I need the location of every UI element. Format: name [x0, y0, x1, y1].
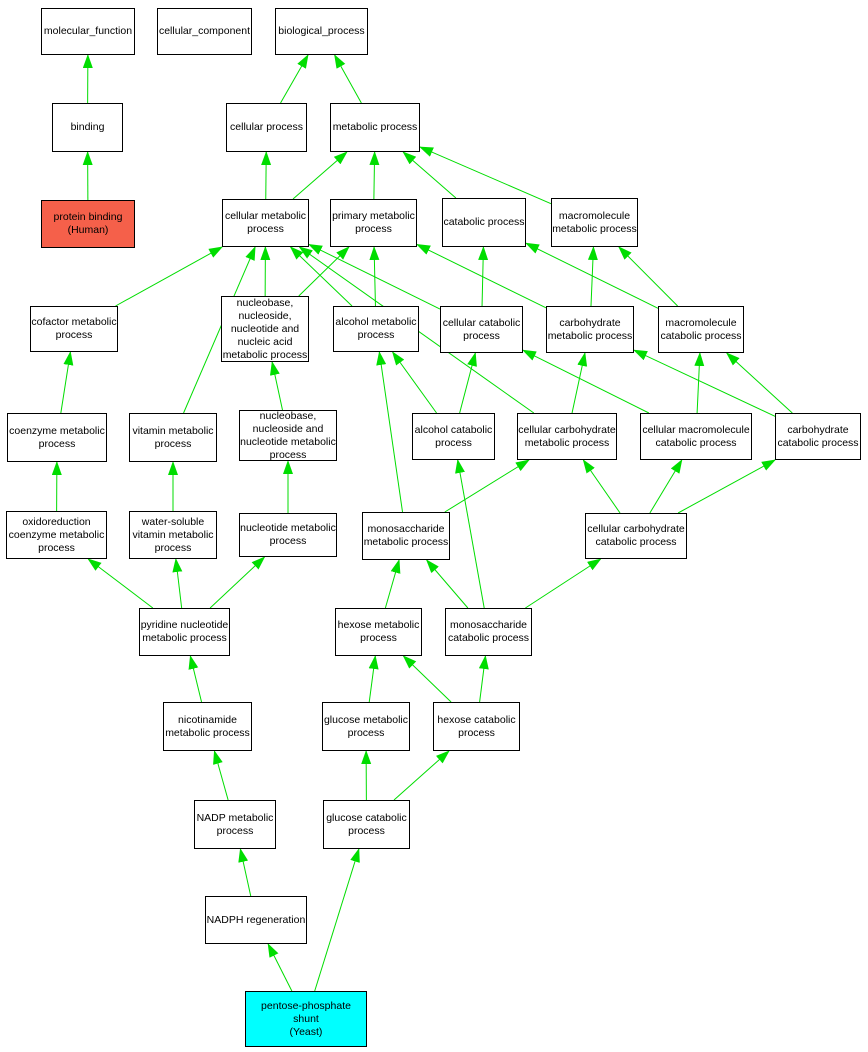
go-term-label-line: monosaccharide — [449, 619, 528, 631]
isa-edge-pentose_phosphate_shunt_yeast--glucose_catabolic_process — [315, 849, 359, 991]
go-term-node-pyridine_nucleotide_metabolic_process[interactable] — [139, 608, 230, 656]
go-term-node-pentose_phosphate_shunt_yeast[interactable] — [245, 991, 367, 1047]
go-term-label-line: process — [216, 824, 254, 837]
go-term-label-line: water-soluble — [141, 515, 205, 528]
go-term-label-line: nucleic acid — [237, 335, 293, 348]
go-term-label-line: catabolic process — [777, 436, 859, 449]
go-term-label-line: process — [458, 726, 495, 739]
go-term-label-line: process — [360, 632, 397, 644]
isa-edge-cellular_carbohydrate_catabolic_process--cellular_macromolecule_catabolic_process — [650, 460, 682, 513]
go-term-label-line: process — [38, 541, 75, 554]
go-term-node-coenzyme_metabolic_process[interactable] — [7, 413, 107, 462]
go-term-node-cellular_component[interactable] — [157, 8, 252, 55]
go-term-label-line: metabolic process — [547, 329, 633, 342]
isa-edge-monosaccharide_catabolic_process--cellular_carbohydrate_catabolic_process — [525, 559, 600, 608]
go-term-label-line: biological_process — [278, 25, 365, 37]
go-term-node-glucose_metabolic_process[interactable] — [322, 702, 410, 751]
isa-edge-pentose_phosphate_shunt_yeast--nadph_regeneration — [268, 944, 292, 991]
go-term-node-water_soluble_vitamin_metabolic_process[interactable] — [129, 511, 217, 559]
go-term-label-line: process — [357, 329, 395, 341]
go-term-label-line: cellular macromolecule — [642, 423, 750, 436]
go-term-label-line: nucleotide and — [230, 322, 300, 335]
isa-edge-pyridine_nucleotide_metabolic_process--oxidoreduction_coenzyme_metabolic_process — [88, 559, 153, 608]
go-term-label-line: nucleobase, — [259, 410, 317, 422]
go-term-label-line: NADPH regeneration — [206, 913, 306, 926]
isa-edge-carbohydrate_metabolic_process--primary_metabolic_process — [417, 244, 546, 307]
go-term-label-line: process — [269, 448, 307, 461]
isa-edge-pyridine_nucleotide_metabolic_process--water_soluble_vitamin_metabolic_process — [176, 559, 182, 608]
go-term-node-monosaccharide_metabolic_process[interactable] — [362, 512, 450, 560]
go-term-label-line: process — [348, 824, 385, 837]
go-term-node-cellular_catabolic_process[interactable] — [440, 306, 523, 353]
go-term-node-primary_metabolic_process[interactable] — [330, 199, 417, 247]
go-term-label-line: catabolic process — [595, 536, 677, 548]
go-term-label-line: NADP metabolic — [196, 811, 274, 824]
go-term-node-cellular_carbohydrate_catabolic_process[interactable] — [585, 513, 687, 559]
isa-edge-nucleobase_nucleoside_nucleotide_metabolic_process--nucleobase_nucleoside_nucleotide_nucleic_acid_metabolic_process — [272, 362, 282, 410]
go-term-node-cellular_macromolecule_catabolic_process[interactable] — [640, 413, 752, 460]
go-term-node-oxidoreduction_coenzyme_metabolic_process[interactable] — [6, 511, 107, 559]
go-term-label-line: shunt — [293, 1012, 319, 1025]
isa-edge-hexose_metabolic_process--monosaccharide_metabolic_process — [385, 560, 399, 608]
go-term-label-line: hexose catabolic — [437, 713, 516, 726]
go-term-label-line: nucleotide metabolic — [240, 435, 336, 448]
go-term-label-line: metabolic process — [363, 536, 449, 548]
go-term-label-line: pentose-phosphate — [261, 999, 351, 1012]
go-term-label-line: molecular_function — [43, 25, 133, 37]
go-term-label-line: catabolic process — [447, 632, 530, 644]
go-term-node-nucleobase_nucleoside_nucleotide_nucleic_acid_metabolic_process[interactable] — [221, 296, 309, 362]
go-term-node-macromolecule_metabolic_process[interactable] — [551, 198, 638, 247]
go-term-label-line: glucose catabolic — [326, 811, 407, 824]
go-term-node-cellular_metabolic_process[interactable] — [222, 199, 309, 247]
go-term-label-line: metabolic process — [142, 632, 227, 644]
go-term-label-line: monosaccharide — [367, 523, 445, 535]
go-term-label-line: process — [247, 223, 284, 235]
go-term-node-vitamin_metabolic_process[interactable] — [129, 413, 217, 462]
isa-edge-cellular_process--biological_process — [281, 55, 309, 103]
go-term-label-line: binding — [70, 121, 105, 133]
go-term-label-line: (Human) — [67, 224, 109, 236]
go-term-label-line: cellular carbohydrate — [518, 423, 616, 436]
isa-edge-glucose_metabolic_process--hexose_metabolic_process — [369, 656, 375, 702]
isa-edge-cellular_carbohydrate_catabolic_process--cellular_carbohydrate_metabolic_process — [583, 460, 620, 513]
go-term-node-catabolic_process[interactable] — [442, 198, 526, 247]
go-term-label-line: vitamin metabolic — [132, 528, 214, 541]
go-term-label-line: process — [55, 329, 93, 341]
go-term-label-line: pyridine nucleotide — [140, 619, 229, 631]
go-term-node-carbohydrate_catabolic_process[interactable] — [775, 413, 861, 460]
go-term-label-line: metabolic process — [552, 222, 637, 235]
go-term-label-line: process — [435, 436, 472, 449]
go-term-label-line: catabolic process — [443, 216, 525, 228]
isa-edge-cellular_carbohydrate_catabolic_process--carbohydrate_catabolic_process — [678, 460, 775, 513]
go-term-label-line: cellular catabolic — [442, 316, 521, 329]
go-term-label-line: cellular metabolic — [224, 210, 307, 222]
go-term-label-line: nucleoside, — [238, 309, 292, 322]
go-term-node-carbohydrate_metabolic_process[interactable] — [546, 306, 634, 353]
go-term-label-line: carbohydrate — [559, 316, 621, 329]
go-term-label-line: oxidoreduction — [22, 515, 91, 528]
isa-edge-cellular_metabolic_process--metabolic_process — [293, 152, 347, 199]
isa-edge-glucose_catabolic_process--hexose_catabolic_process — [394, 751, 449, 800]
go-term-label-line: alcohol metabolic — [335, 316, 417, 328]
go-term-label-line: macromolecule — [558, 209, 631, 222]
isa-edge-alcohol_catabolic_process--alcohol_metabolic_process — [393, 352, 437, 413]
isa-edge-carbohydrate_catabolic_process--carbohydrate_metabolic_process — [634, 350, 775, 416]
go-term-label-line: nucleotide metabolic — [240, 522, 336, 534]
go-term-label-line: cellular process — [230, 121, 303, 133]
go-term-label-line: metabolic process — [165, 726, 250, 739]
isa-edge-cofactor_metabolic_process--cellular_metabolic_process — [116, 247, 223, 306]
isa-edge-macromolecule_catabolic_process--catabolic_process — [526, 243, 658, 308]
go-term-label-line: catabolic process — [660, 329, 742, 342]
go-term-label-line: vitamin metabolic — [132, 424, 214, 437]
go-term-node-nucleotide_metabolic_process[interactable] — [239, 513, 337, 557]
go-term-node-nadp_metabolic_process[interactable] — [194, 800, 276, 849]
go-term-node-hexose_metabolic_process[interactable] — [335, 608, 422, 656]
isa-edge-hexose_catabolic_process--hexose_metabolic_process — [403, 656, 451, 702]
go-term-node-biological_process[interactable] — [275, 8, 368, 55]
isa-edge-monosaccharide_metabolic_process--cellular_carbohydrate_metabolic_process — [445, 460, 529, 512]
isa-edge-primary_metabolic_process--metabolic_process — [374, 152, 375, 199]
go-term-node-cellular_process[interactable] — [226, 103, 307, 152]
go-term-label-line: process — [154, 541, 192, 554]
go-term-label-line: macromolecule — [665, 316, 737, 329]
isa-edge-monosaccharide_catabolic_process--monosaccharide_metabolic_process — [427, 560, 468, 608]
go-term-label-line: nicotinamide — [178, 713, 237, 726]
go-term-label-line: coenzyme metabolic — [9, 424, 105, 437]
go-term-label-line: process — [463, 329, 500, 342]
go-term-node-glucose_catabolic_process[interactable] — [323, 800, 410, 849]
go-term-label-line: (Yeast) — [289, 1025, 323, 1038]
go-term-label-line: carbohydrate — [787, 423, 849, 436]
isa-edge-macromolecule_metabolic_process--metabolic_process — [420, 147, 551, 204]
go-term-label-line: metabolic process — [332, 121, 418, 133]
go-term-label-line: alcohol catabolic — [414, 423, 493, 436]
go-term-label-line: hexose metabolic — [337, 619, 420, 631]
isa-edge-metabolic_process--biological_process — [335, 55, 362, 103]
go-term-label-line: primary metabolic — [332, 210, 415, 222]
isa-edge-coenzyme_metabolic_process--cofactor_metabolic_process — [61, 352, 71, 413]
isa-edge-monosaccharide_catabolic_process--alcohol_catabolic_process — [458, 460, 484, 608]
go-term-label-line: catabolic process — [655, 436, 737, 449]
go-term-node-cellular_carbohydrate_metabolic_process[interactable] — [517, 413, 617, 460]
isa-edge-cellular_carbohydrate_metabolic_process--carbohydrate_metabolic_process — [572, 353, 585, 413]
go-term-node-protein_binding_human[interactable] — [41, 200, 135, 248]
go-term-label-line: coenzyme metabolic — [8, 528, 105, 541]
isa-edge-macromolecule_catabolic_process--macromolecule_metabolic_process — [619, 247, 678, 306]
go-term-label-line: process — [355, 223, 392, 235]
go-term-node-monosaccharide_catabolic_process[interactable] — [445, 608, 532, 656]
isa-edge-nadp_metabolic_process--nicotinamide_metabolic_process — [214, 751, 228, 800]
go-term-node-binding[interactable] — [52, 103, 123, 152]
go-term-node-metabolic_process[interactable] — [330, 103, 420, 152]
go-term-label-line: glucose metabolic — [323, 713, 409, 726]
go-term-node-alcohol_catabolic_process[interactable] — [412, 413, 495, 460]
isa-edge-pyridine_nucleotide_metabolic_process--nucleotide_metabolic_process — [210, 557, 264, 608]
go-term-node-alcohol_metabolic_process[interactable] — [333, 306, 419, 352]
go-term-label-line: process — [269, 535, 307, 547]
go-term-node-hexose_catabolic_process[interactable] — [433, 702, 520, 751]
go-term-label-line: cellular carbohydrate — [587, 523, 685, 535]
go-term-label-line: cellular_component — [158, 25, 251, 37]
go-term-label-line: nucleobase, — [236, 296, 294, 309]
isa-edge-nicotinamide_metabolic_process--pyridine_nucleotide_metabolic_process — [190, 656, 201, 702]
go-term-label-line: process — [154, 437, 192, 450]
go-term-node-cofactor_metabolic_process[interactable] — [30, 306, 118, 352]
isa-edge-cellular_macromolecule_catabolic_process--macromolecule_catabolic_process — [697, 353, 700, 413]
go-term-node-nucleobase_nucleoside_nucleotide_metabolic_process[interactable] — [239, 410, 337, 461]
go-term-label-line: metabolic process — [524, 436, 610, 449]
go-term-label-line: nucleoside and — [252, 422, 324, 435]
go-term-label-line: process — [347, 726, 385, 739]
go-term-label-line: process — [38, 437, 76, 450]
go-term-node-nicotinamide_metabolic_process[interactable] — [163, 702, 252, 751]
go-term-label-line: cofactor metabolic — [31, 316, 117, 328]
isa-edge-carbohydrate_catabolic_process--macromolecule_catabolic_process — [727, 353, 793, 413]
go-term-label-line: metabolic process — [222, 348, 308, 361]
isa-edge-monosaccharide_metabolic_process--alcohol_metabolic_process — [379, 352, 402, 512]
go-term-node-macromolecule_catabolic_process[interactable] — [658, 306, 744, 353]
go-term-node-molecular_function[interactable] — [41, 8, 135, 55]
isa-edge-cellular_macromolecule_catabolic_process--cellular_catabolic_process — [523, 350, 649, 413]
isa-edge-nucleobase_nucleoside_nucleotide_nucleic_acid_metabolic_process--primary_metabolic_process — [299, 247, 349, 296]
go-term-label-line: protein binding — [53, 211, 123, 223]
go-term-node-nadph_regeneration[interactable] — [205, 896, 307, 944]
isa-edge-hexose_catabolic_process--monosaccharide_catabolic_process — [480, 656, 486, 702]
isa-edge-nadph_regeneration--nadp_metabolic_process — [240, 849, 250, 896]
